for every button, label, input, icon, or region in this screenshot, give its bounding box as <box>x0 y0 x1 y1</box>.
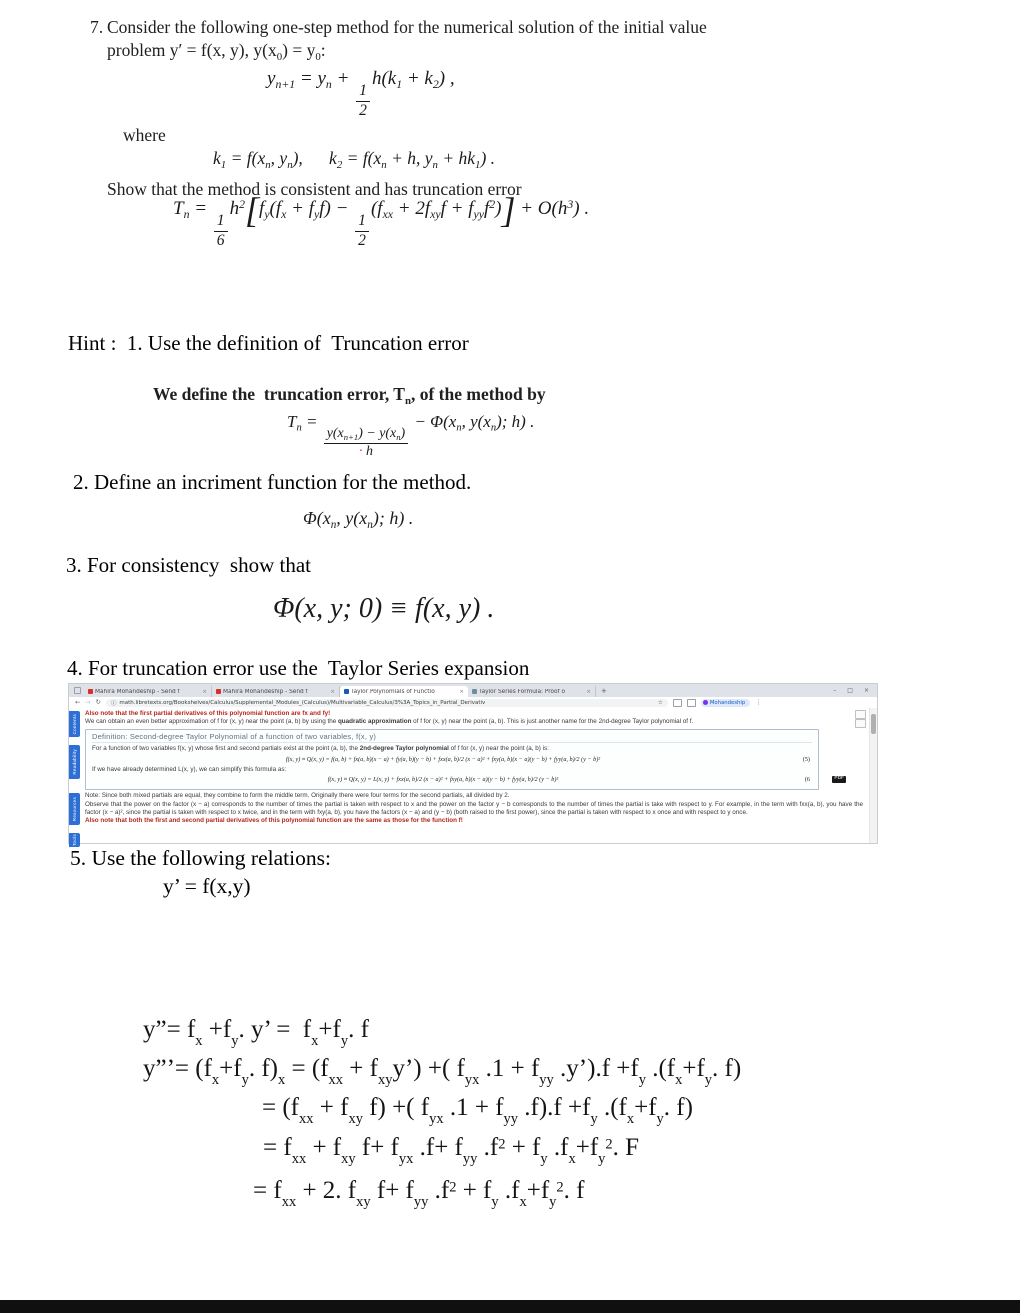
tab-search-icon[interactable] <box>74 687 81 694</box>
equation-method: $y_{n+1} = y_n$ + $\frac{1}{2}$ $h(k_1 + k_2)$ , <box>267 68 455 119</box>
equation-6-label: (6 <box>804 776 810 784</box>
sidebar-tab-resources[interactable] <box>69 793 80 825</box>
tab-title: Taylor Series Formula: Proof o <box>479 688 566 695</box>
scrollbar[interactable] <box>869 708 877 843</box>
page-up-tool-icon[interactable] <box>855 710 866 719</box>
sidebar-tab-label: Readability <box>72 749 77 775</box>
avatar <box>703 700 708 705</box>
step-5-title: 5. Use the following relations: <box>70 846 331 870</box>
address-bar[interactable] <box>106 699 668 707</box>
definition-box <box>85 729 844 791</box>
relation-y-prime: y’ = f(x,y) <box>163 874 251 898</box>
back-button[interactable]: ← <box>75 699 81 706</box>
tab-close-icon[interactable]: × <box>330 688 335 695</box>
equation-5-label: (5) <box>802 755 810 763</box>
url-text: math.libretexts.org/Bookshelves/Calculus/Supplemental_Modules_(Calculus)/Multivariable_Calculus/3%3A_Topics_in_Partial_Derivativ <box>119 699 486 706</box>
sidebar-tab-label: Tools <box>72 833 77 846</box>
intro-paragraph: We can obtain an even better approximation of f for (x, y) near the point (a, b) by using the quadratic approximation of f for (x, y) near the point (a, b). This is just another name for the 2nd-degree Taylor polynomial of f. <box>85 718 694 726</box>
tab-close-icon[interactable]: × <box>459 688 464 695</box>
close-button[interactable]: × <box>863 687 869 694</box>
truncation-definition-line: We define the truncation error, $T_n$, of the method by <box>153 384 546 407</box>
equation-truncation-error: $T_n$ = $\frac{1}{6}$ $h^2[f_y(f_x + f_yf)$ − $\frac{1}{2}$ $(f_{xx} + 2f_{xy}f + f_{yy}f^2)] + O(h^3)$ . <box>173 189 590 249</box>
where-label: where <box>123 125 166 145</box>
sidebar-tab-contents[interactable] <box>69 711 80 737</box>
pdf-chip[interactable]: PDF <box>834 776 844 782</box>
hint-step-3: 3. For consistency show that <box>66 553 311 577</box>
simplify-line: If we have already determined L(x, y), we can simplify this formula as: <box>92 765 287 773</box>
mail-favicon <box>216 689 221 694</box>
equation-5: f(x, y) ≈ Q(x, y) = f(a, b) + fx(a, b)(x − a) + fy(a, b)(y − b) + fxx(a, b)/2 (x − a)² + fxy(a, b)(x − a)(y − b) + fyy(a, b)/2 (y − b)² (5) <box>285 755 810 763</box>
bottom-edge-bar <box>0 1300 1020 1313</box>
side-panel-icon[interactable] <box>687 699 696 707</box>
profile-name: Mohandeship <box>709 699 746 706</box>
problem-number: 7. <box>90 17 104 37</box>
site-info-icon[interactable]: ⓘ <box>110 700 117 707</box>
derivation-line-2: y”’= ($f_x+f_y$. $f)_x = (f_{xx}$ + $f_{xy}y$’) +( $f_{yx}$ $.1 + f_{yy}$ .y’).f $+f_y$ $.(f_x+f_y$. f) <box>143 1055 742 1088</box>
reload-button[interactable]: ↻ <box>95 699 101 706</box>
derivation-line-3: = ($f_{xx} + f_{xy}$ f) +( $f_{yx}$ $.1 + f_{yy}$ $.f).f +f_y$ $.(f_x+f_y$. f) <box>262 1094 693 1127</box>
forward-button[interactable]: → <box>85 699 91 706</box>
mail-favicon <box>88 689 93 694</box>
maximize-button[interactable]: □ <box>847 687 853 694</box>
browser-screenshot <box>68 683 878 844</box>
problem-line-1: Consider the following one-step method for the numerical solution of the initial value <box>107 17 707 37</box>
equation-k-definitions: $k_1 = f(x_n$, $y_n$), $k_2 = f(x_n + h$, $y_n + hk_1$) . <box>213 148 496 171</box>
hint-step-2: 2. Define an incriment function for the method. <box>73 470 472 494</box>
definition-title: Definition: Second-degree Taylor Polynomial of a function of two variables, f(x, y) <box>92 732 812 744</box>
derivation-line-4: = $f_{xx} + f_{xy}$ $f+ f_{yx}$ $.f+ f_{yy}$ $.f^2 + f_y$ $.f_x+f_y^2$. F <box>263 1134 640 1167</box>
red-note-2: Also note that both the first and second partial derivatives of this polynomial function are the same as those for the function f! <box>85 817 463 825</box>
sidebar-tab-label: Resources <box>72 796 77 822</box>
scrollbar-thumb[interactable] <box>871 714 876 734</box>
tab-taylor-polynomials[interactable] <box>340 686 468 697</box>
problem-line-2: problem y′ = f(x, y), $y(x_0) = y_0$: <box>107 40 326 63</box>
equation-consistency-condition: Φ(x, y; 0) ≡ f(x, y) . <box>273 593 495 624</box>
page-annotate-tool-icon[interactable] <box>855 719 866 728</box>
equation-6: f(x, y) ≈ Q(x, y) = L(x, y) + fxx(a, b)/2 (x − a)² + fxy(a, b)(x − a)(y − b) + fyy(a, b)/2 (y − b)² (6 PDF <box>327 776 844 784</box>
menu-kebab-icon[interactable]: ⋮ <box>755 699 762 706</box>
sidebar-tab-label: Contents <box>72 713 77 735</box>
browser-content <box>69 708 877 846</box>
browser-tab-bar <box>69 684 877 697</box>
sidebar-tab-readability[interactable] <box>69 745 80 779</box>
tab-email-1[interactable] <box>84 686 212 697</box>
hint-step-1: Hint : 1. Use the definition of Truncation error <box>68 331 469 355</box>
sidebar-tab-tools[interactable] <box>69 833 80 847</box>
minimize-button[interactable]: – <box>833 687 837 694</box>
libretexts-favicon <box>344 689 349 694</box>
tab-close-icon[interactable]: × <box>202 688 207 695</box>
profile-chip[interactable] <box>701 699 750 707</box>
tab-email-2[interactable] <box>212 686 340 697</box>
tab-taylor-series[interactable] <box>468 686 596 697</box>
tab-title: Mahira Mohandeship - Send f <box>223 688 308 695</box>
equation-tn-definition: $T_n$ = $\frac{y(x_{n+1}) - y(x_n)}{\cdot h}$ − $\Phi(x_n$, $y(x_n)$; h) . <box>287 412 535 459</box>
derivation-line-5: = $f_{xx} + 2$. $f_{xy}$ $f+ f_{yy}$ $.f^2 + f_y$ $.f_x+f_y^2$. f <box>253 1177 585 1210</box>
site-favicon <box>472 689 477 694</box>
show-consistency-line: Show that the method is consistent and has truncation error <box>107 179 522 199</box>
new-tab-button[interactable]: + <box>601 687 607 695</box>
hint-step-4: 4. For truncation error use the Taylor Series expansion <box>67 656 530 680</box>
extensions-icon[interactable] <box>673 699 682 707</box>
equation-increment-function: $\Phi(x_n$, $y(x_n)$; h) . <box>303 508 414 531</box>
red-note-1: Also note that the first partial derivatives of this polynomial function are fx and fy! <box>85 710 331 717</box>
observe-paragraph: Observe that the power on the factor (x − a) corresponds to the number of times the partial is taken with respect to x and the power on the factor y − b corresponds to the number of times the partial is take with respect to y. For example, in the term with fxx(a, b), you have the factor (x − a)², since the partial is taken with respect to x twice, and in the term with fxy(a, b), you have the factors (x − a) and (y − b) (both raised to the first power), since the partial is taken with respect to x once and with respect to y once. <box>85 800 863 817</box>
bookmark-star-icon[interactable]: ☆ <box>657 699 663 706</box>
derivation-line-1: y”= $f_x +f_y$. y’ = $f_x+f_y$. f <box>143 1016 369 1049</box>
tab-title: Mahira Mohandeship - Send f <box>95 688 180 695</box>
note-paragraph: Note: Since both mixed partials are equal, they combine to form the middle term. Originally there were four terms for the second partials, all divided by 2. <box>85 792 510 800</box>
window-controls <box>833 687 877 697</box>
article-text <box>85 710 863 826</box>
tab-close-icon[interactable]: × <box>586 688 591 695</box>
definition-paragraph: For a function of two variables f(x, y) whose first and second partials exist at the point (a, b), the 2nd-degree Taylor polynomial of f for (x, y) near the point (a, b) is: <box>92 745 549 753</box>
tab-title: Taylor Polynomials of Functio <box>351 688 435 695</box>
